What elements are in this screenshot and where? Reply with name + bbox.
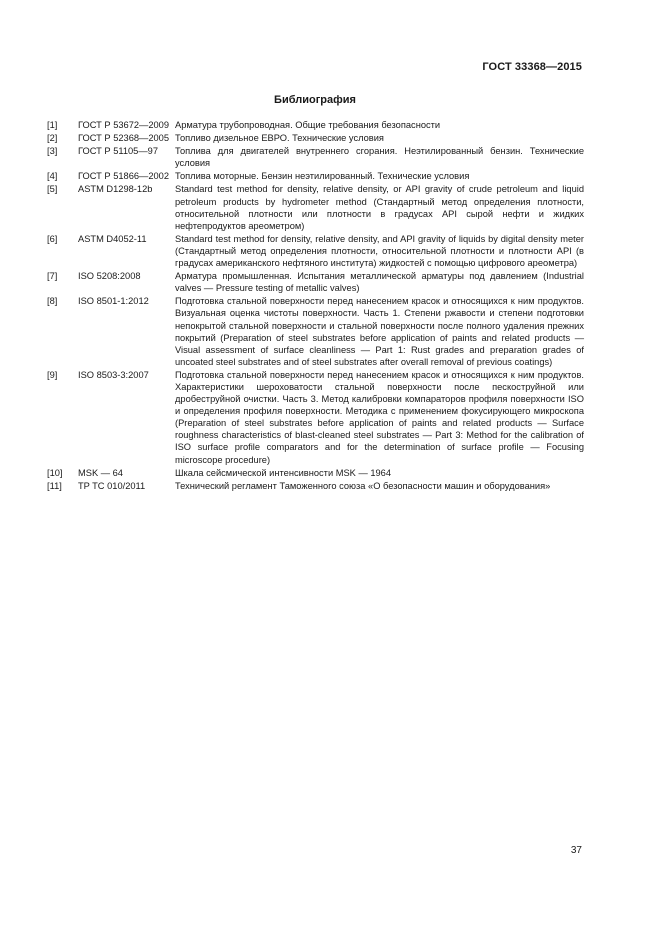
entry-number: [3] — [47, 146, 58, 157]
entry-text: Шкала сейсмической интенсивности MSK — 1964 — [175, 467, 392, 478]
bibliography-entry — [47, 145, 584, 169]
bibliography-entry — [47, 183, 584, 231]
entry-text: Топлива для двигателей внутреннего сгорания. Неэтилированный бензин. Технические условия — [175, 146, 584, 169]
entry-number: [9] — [47, 369, 58, 380]
entry-number: [5] — [47, 184, 58, 195]
standard-header: ГОСТ 33368—2015 — [482, 61, 582, 73]
entry-code: ГОСТ Р 52368—2005 — [78, 133, 170, 144]
bibliography-entry — [47, 270, 584, 294]
entry-number: [4] — [47, 171, 58, 182]
entry-code: MSK — 64 — [78, 467, 123, 478]
bibliography-entry — [47, 132, 584, 144]
entry-number: [10] — [47, 467, 63, 478]
bibliography-entry — [47, 233, 584, 269]
entry-number: [6] — [47, 233, 58, 244]
entry-code: ASTM D1298-12b — [78, 184, 153, 195]
entry-code: ISO 5208:2008 — [78, 271, 141, 282]
entry-code: ASTM D4052-11 — [78, 233, 147, 244]
entry-text: Подготовка стальной поверхности перед нанесением красок и относящихся к ним продуктов. Визуальная оценка чистоты поверхности. Часть 1. Степени ржавости и степени подготовки непокрытой стальной поверхности и стальной поверхности после полного удаления прежних покрытий (Preparation of steel substrates before application of paints and related products — Visual assessment of surface cleanliness — Part 1: Rust grades and preparation grades of uncoated steel substrates and of steel substrates after overall removal of previous coatings) — [175, 296, 584, 367]
entry-text: Standard test method for density, relative density, or API gravity of crude petroleum and liquid petroleum products by hydrometer method (Стандартный метод определения плотности, относительной плотности или плотности в градусах API сырой нефти и жидких нефтепродуктов ареометром) — [175, 184, 584, 231]
entry-code: ГОСТ Р 51105—97 — [78, 146, 158, 157]
entry-code: TP TC 010/2011 — [78, 480, 146, 491]
entry-code: ГОСТ Р 51866—2002 — [78, 171, 170, 182]
bibliography-entry — [47, 170, 584, 182]
bibliography-list — [47, 119, 584, 493]
entry-code: ГОСТ Р 53672—2009 — [78, 120, 170, 130]
entry-text: Подготовка стальной поверхности перед нанесением красок и относящихся к ним продуктов. Характеристики шероховатости стальной поверхности после пескоструйной или дробеструйной очистки. Часть 3. Метод калибровки компараторов профиля поверхности ISO и определения профиля поверхности. Методика с применением фокусирующего микроскопа (Preparation of steel substrates before application of paints and related products — Surface roughness characteristics of blast-cleaned steel substrates — Part 3: Method for the calibration of ISO surface profile comparators and for the determination of surface profile — Focusing microscope procedure) — [175, 369, 584, 465]
entry-number: [8] — [47, 296, 58, 307]
entry-number: [2] — [47, 133, 58, 144]
entry-text: Топливо дизельное ЕВРО. Технические условия — [175, 133, 384, 144]
entry-number: [7] — [47, 271, 58, 282]
entry-number: [11] — [47, 480, 62, 491]
entry-text: Арматура трубопроводная. Общие требования безопасности — [175, 120, 441, 130]
entry-text: Арматура промышленная. Испытания металлической арматуры под давлением (Industrial valves — Pressure testing of metallic valves) — [175, 271, 584, 294]
bibliography-title: Библиография — [274, 94, 356, 106]
entry-code: ISO 8503-3:2007 — [78, 369, 149, 380]
entry-text: Технический регламент Таможенного союза «О безопасности машин и оборудования» — [175, 480, 551, 491]
bibliography-entry — [47, 369, 584, 466]
entry-number: [1] — [47, 120, 58, 130]
entry-code: ISO 8501-1:2012 — [78, 296, 149, 307]
entry-text: Standard test method for density, relative density, and API gravity of liquids by digital density meter (Стандартный метод определения плотности, относительной плотности и плотности API (в градусах американского нефтяного института) жидкостей с помощью цифрового ареометра) — [175, 233, 584, 269]
bibliography-entry — [47, 119, 584, 131]
entry-text: Топлива моторные. Бензин неэтилированный. Технические условия — [175, 171, 470, 182]
bibliography-entry — [47, 467, 584, 479]
page-number: 37 — [570, 845, 582, 856]
bibliography-entry — [47, 480, 584, 492]
bibliography-entry — [47, 295, 584, 368]
